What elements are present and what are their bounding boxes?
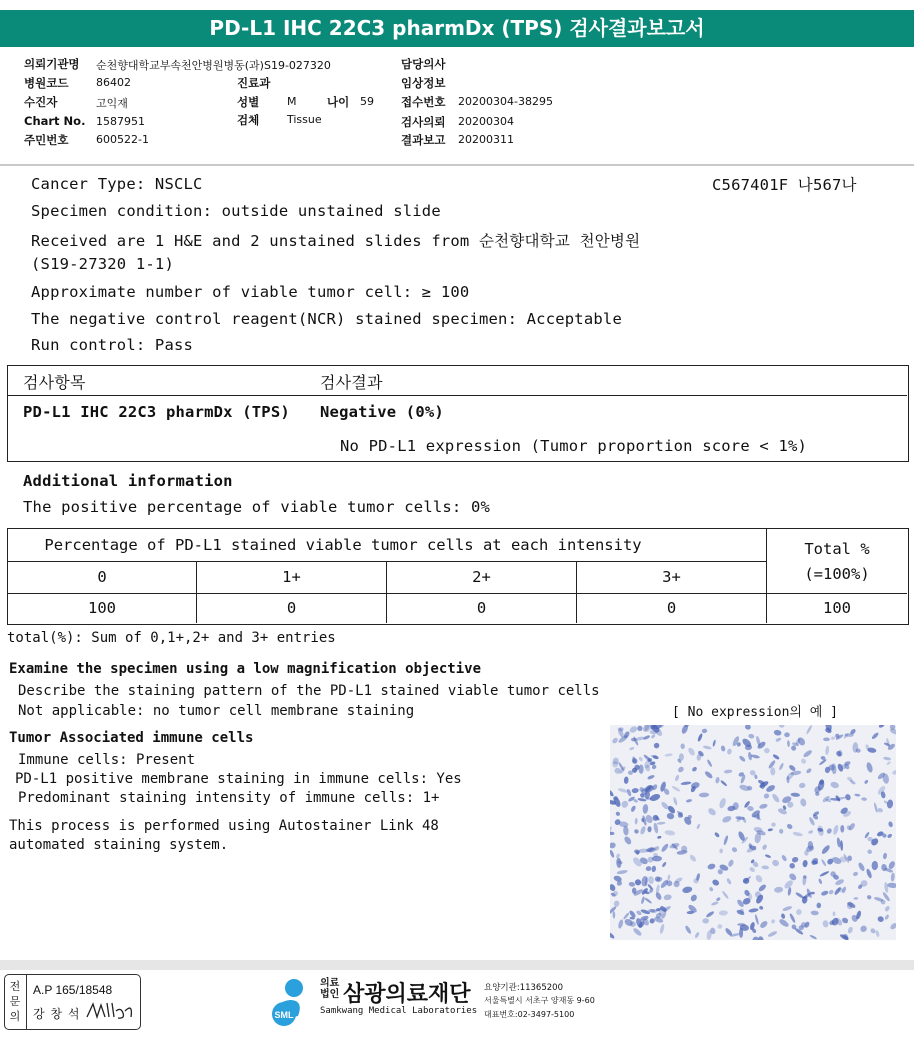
examine-heading: Examine the specimen using a low magnification objective (9, 661, 482, 677)
intensity-table-header: Percentage of PD-L1 stained viable tumor cells at each intensity (44, 536, 642, 554)
intensity-level-2: 2+ (472, 568, 491, 586)
patient-info-section (0, 52, 914, 166)
institution-label: 의뢰기관명 (24, 57, 80, 71)
process-line-2: automated staining system. (9, 837, 229, 853)
footer-band (0, 960, 914, 970)
signature-number: A.P 165/18548 (33, 983, 113, 997)
patient-label: 수진자 (24, 95, 58, 109)
report-date-label: 결과보고 (401, 133, 446, 147)
signature-box (4, 974, 141, 1030)
signature-name: 강 창 석 (33, 1007, 81, 1021)
intensity-level-3: 3+ (662, 568, 681, 586)
micrograph-image (610, 725, 896, 940)
id-value: 600522-1 (96, 133, 149, 146)
intensity-value-0: 100 (88, 599, 116, 617)
process-line-1: This process is performed using Autostainer Link 48 (9, 818, 439, 834)
lab-corp: 의료법인 (320, 978, 340, 1000)
test-name: PD-L1 IHC 22C3 pharmDx (TPS) (23, 403, 290, 421)
additional-text: The positive percentage of viable tumor cells: 0% (23, 498, 491, 516)
intensity-value-1: 0 (286, 599, 297, 617)
sex-label: 성별 (237, 95, 260, 109)
specimen-value: Tissue (287, 113, 322, 126)
run-control: Run control: Pass (31, 336, 194, 354)
doctor-label: 담당의사 (401, 57, 446, 71)
handwritten-signature-icon (85, 999, 135, 1023)
lab-phone: 대표번호:02-3497-5100 (484, 1010, 575, 1019)
additional-heading: Additional information (23, 472, 233, 490)
specimen-condition: Specimen condition: outside unstained slide (31, 202, 441, 220)
intensity-level-0: 0 (97, 568, 107, 586)
examine-line-1: Describe the staining pattern of the PD-L1 stained viable tumor cells (18, 683, 600, 699)
test-item-header: 검사항목 (23, 373, 86, 392)
cancer-type: Cancer Type: NSCLC (31, 175, 203, 193)
examine-line-2: Not applicable: no tumor cell membrane staining (18, 703, 415, 719)
intensity-level-1: 1+ (282, 568, 301, 586)
test-result-header: 검사결과 (320, 373, 383, 392)
sml-logo-text: SML (274, 1010, 294, 1020)
chart-label: Chart No. (24, 114, 86, 128)
tumor-cell-count: Approximate number of viable tumor cell: ≥ 100 (31, 283, 470, 301)
image-caption: [ No expression의 예 ] (672, 705, 838, 720)
lab-english-name: Samkwang Medical Laboratories (320, 1006, 478, 1016)
immune-line-3: Predominant staining intensity of immune cells: 1+ (18, 790, 440, 806)
department-label: 진료과 (237, 76, 271, 90)
test-result: Negative (0%) (320, 403, 444, 421)
clinical-label: 임상정보 (401, 76, 446, 90)
immune-heading: Tumor Associated immune cells (9, 730, 254, 746)
chart-value: 1587951 (96, 115, 145, 128)
test-result-detail: No PD-L1 expression (Tumor proportion score < 1%) (340, 437, 808, 455)
slides-received: Received are 1 H&E and 2 unstained slides from 순천향대학교 천안병원 (31, 232, 641, 250)
age-label: 나이 (327, 95, 350, 109)
result-table-divider (8, 395, 907, 396)
total-note: total(%): Sum of 0,1+,2+ and 3+ entries (7, 630, 336, 646)
slide-id: (S19-27320 1-1) (31, 255, 174, 273)
sml-logo-icon (268, 976, 316, 1028)
total-header: Total % (804, 540, 870, 558)
immune-line-2: PD-L1 positive membrane staining in immune cells: Yes (15, 771, 462, 787)
age-value: 59 (360, 95, 374, 108)
intensity-total: 100 (823, 599, 851, 617)
specimen-code: C567401F 나567나 (712, 176, 857, 194)
institution-value: 순천향대학교부속천안병원병동(과)S19-027320 (96, 59, 331, 72)
hospital-code-label: 병원코드 (24, 76, 69, 90)
report-date-value: 20200311 (458, 133, 514, 146)
intensity-value-2: 0 (476, 599, 487, 617)
sex-value: M (287, 95, 297, 108)
lab-name: 삼광의료재단 (343, 982, 471, 1007)
accession-value: 20200304-38295 (458, 95, 553, 108)
negative-control: The negative control reagent(NCR) stained specimen: Acceptable (31, 310, 622, 328)
specimen-label: 검체 (237, 113, 260, 127)
hospital-code-value: 86402 (96, 76, 131, 89)
report-title: PD-L1 IHC 22C3 pharmDx (TPS) 검사결과보고서 (0, 10, 914, 47)
intensity-value-3: 0 (666, 599, 677, 617)
total-header-sub: (=100%) (804, 565, 870, 583)
patient-value: 고익재 (96, 97, 128, 110)
request-label: 검사의뢰 (401, 115, 446, 129)
accession-label: 접수번호 (401, 95, 446, 109)
request-value: 20200304 (458, 115, 514, 128)
id-label: 주민번호 (24, 133, 69, 147)
lab-address: 서울특별시 서초구 양재동 9-60 (484, 996, 595, 1005)
immune-line-1: Immune cells: Present (18, 752, 196, 768)
lab-code: 요양기관:11365200 (484, 983, 563, 993)
signature-role: 전문의 (9, 980, 21, 1023)
